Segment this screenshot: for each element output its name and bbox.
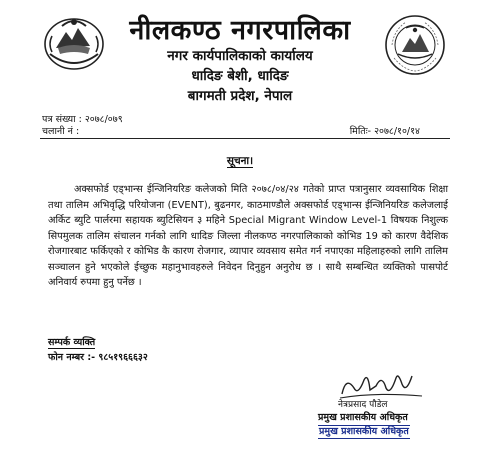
office-address: धादिङ बेशी, धादिङ xyxy=(191,68,289,84)
header-divider xyxy=(40,138,450,139)
dispatch-number: चलानी नं : xyxy=(42,126,80,137)
notice-body: अक्सफोर्ड एड्भान्स ईन्जिनियरिङ कलेजको मिति २०७८/०४/२४ गतेको प्राप्त पत्रानुसार व्यवसायिक शिक्षा तथा तालिम अभिवृद्धि परियोजना (EVENT), बुढनगर, काठमाण्डौले अक्सफोर्ड एड्भान्स ईन्जिनियरिङ कलेजलाई अर्किट ब्युटि पार्लरमा सहायक ब्युटिसियन ३ महिने Special Migrant Window Level-1 विषयक निशुल्क सिपमुलक तालिम संचालन गर्नको लागि धादिङ जिल्ला नीलकण्ठ नगरपालिकाको कोभिड 19 को कारण वैदेशिक रोजगारबाट फर्किएको र कोभिड कै कारण रोजगार, व्यापार व्यवसाय समेत गर्न नपाएका महिलाहरुको लागि तालिम सञ्चालन हुने भएकोले ईच्छुक महानुभावहरुले निवेदन दिनुहुन अनुरोध छ । साथै सम्बन्धित व्यक्तिको पासपोर्ट अनिवार्य रुपमा हुनु पर्नेछ । xyxy=(48,184,448,288)
contact-heading: सम्पर्क व्यक्ति xyxy=(48,337,96,348)
office-province: बागमती प्रदेश, नेपाल xyxy=(187,88,293,104)
contact-phone: फोन नम्बर :- ९८५१९६६६३२ xyxy=(48,352,148,363)
official-stamp: प्रमुख प्रशासकीय अधिकृत xyxy=(319,426,409,437)
reference-number: पत्र संख्या : २०७८/०७९ xyxy=(42,114,123,125)
office-title: नीलकण्ठ नगरपालिका xyxy=(129,15,351,46)
signatory-name: नेत्रप्रसाद पौडेल xyxy=(338,400,388,410)
notice-heading: सूचना। xyxy=(226,155,254,167)
office-subtitle: नगर कार्यपालिकाको कार्यालय xyxy=(167,48,313,64)
notice-date: मितिः- २०७८/१०/१४ xyxy=(349,126,420,137)
municipality-seal-icon xyxy=(384,14,446,76)
signatory-role: प्रमुख प्रशासकीय अधिकृत xyxy=(318,412,408,423)
